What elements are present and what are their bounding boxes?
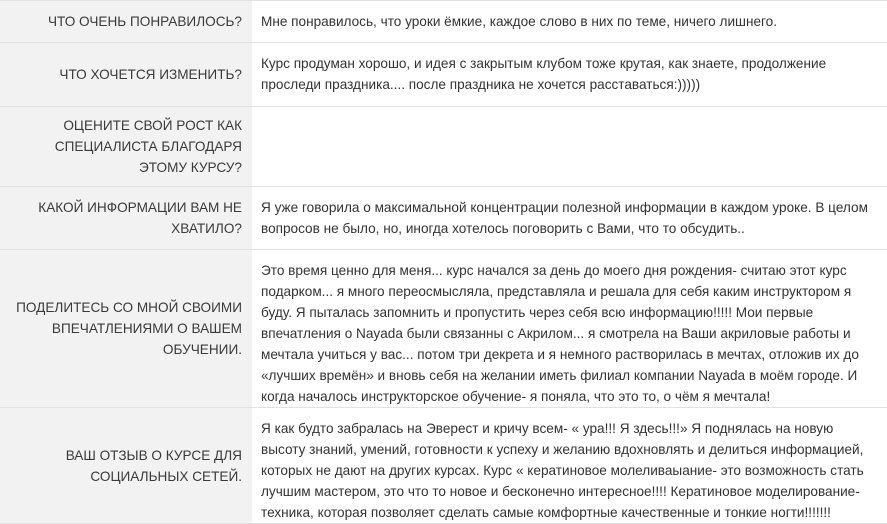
answer-text: Я уже говорила о максимальной концентрации полезной информации в каждом уроке. В целом вопросов не было, но, иногда хотелось поговорить с Вами, что то обсудить.. <box>261 200 868 236</box>
answer-cell <box>252 250 887 407</box>
survey-row-impressions <box>0 250 887 408</box>
question-cell <box>0 107 252 186</box>
question-text: ЧТО ОЧЕНЬ ПОНРАВИЛОСЬ? <box>47 14 242 29</box>
answer-cell <box>252 1 887 42</box>
answer-text: Мне понравилось, что уроки ёмкие, каждое слово в них по теме, ничего лишнего. <box>261 14 778 29</box>
question-text: ПОДЕЛИТЕСЬ СО МНОЙ СВОИМИ ВПЕЧАТЛЕНИЯМИ О ВАШЕМ ОБУЧЕНИИ. <box>16 300 242 357</box>
question-text: ВАШ ОТЗЫВ О КУРСЕ ДЛЯ СОЦИАЛЬНЫХ СЕТЕЙ. <box>65 447 242 484</box>
answer-cell <box>252 43 887 106</box>
answer-cell <box>252 408 887 523</box>
question-cell <box>0 187 252 249</box>
question-cell <box>0 408 252 523</box>
survey-row-growth <box>0 107 887 187</box>
answer-cell <box>252 107 887 186</box>
answer-text: Курс продуман хорошо, и идея с закрытым клубом тоже крутая, как знаете, продолжение проследи праздника.... после праздника не хочется расставаться:))))) <box>261 56 827 92</box>
question-text: ОЦЕНИТЕ СВОЙ РОСТ КАК СПЕЦИАЛИСТА БЛАГОДАРЯ ЭТОМУ КУРСУ? <box>54 118 242 175</box>
answer-text: Это время ценно для меня... курс начался за день до моего дня рождения- считаю этот курс подарком... я много переосмысляла, представляла и решала для себя каким инструктором я буду. Я пыталась запомнить и пропустить через себя всю информацию!!!!! Мои первые впечатления о Nayada были связанны с Акрилом... я смотрела на Ваши акриловые работы и мечтала учиться у вас... потом три декрета и я немного растворилась в мечтах, отложив их до «лучших времён» и вновь себя на желании иметь филиал компании Nayada в моём городе. И когда началось инструкторское обучение- я поняла, что это то, о чём я мечтала! <box>261 263 859 404</box>
survey-row-social-review <box>0 408 887 524</box>
question-text: КАКОЙ ИНФОРМАЦИИ ВАМ НЕ ХВАТИЛО? <box>38 200 242 236</box>
question-cell <box>0 1 252 42</box>
survey-row-missing-info <box>0 187 887 250</box>
question-text: ЧТО ХОЧЕТСЯ ИЗМЕНИТЬ? <box>59 67 242 82</box>
answer-text: Я как будто забралась на Эверест и кричу всем- « ура!!! Я здесь!!!» Я поднялась на новую высоту знаний, умений, готовности к успеху и желанию вдохновлять и делиться информацией, которых не дают на других курсах. Курс « кератиновое молеливаыание- это возможность стать лучшим мастером, это что то новое и бесконечно интересное!!!! Кератиновое моделирование- техника, которая позволяет сделать самые комфортные качественные и тонкие ногти!!!!!!! <box>261 421 864 520</box>
survey-row-change <box>0 43 887 107</box>
answer-cell <box>252 187 887 249</box>
survey-row-liked <box>0 1 887 43</box>
question-cell <box>0 43 252 106</box>
question-cell <box>0 250 252 407</box>
